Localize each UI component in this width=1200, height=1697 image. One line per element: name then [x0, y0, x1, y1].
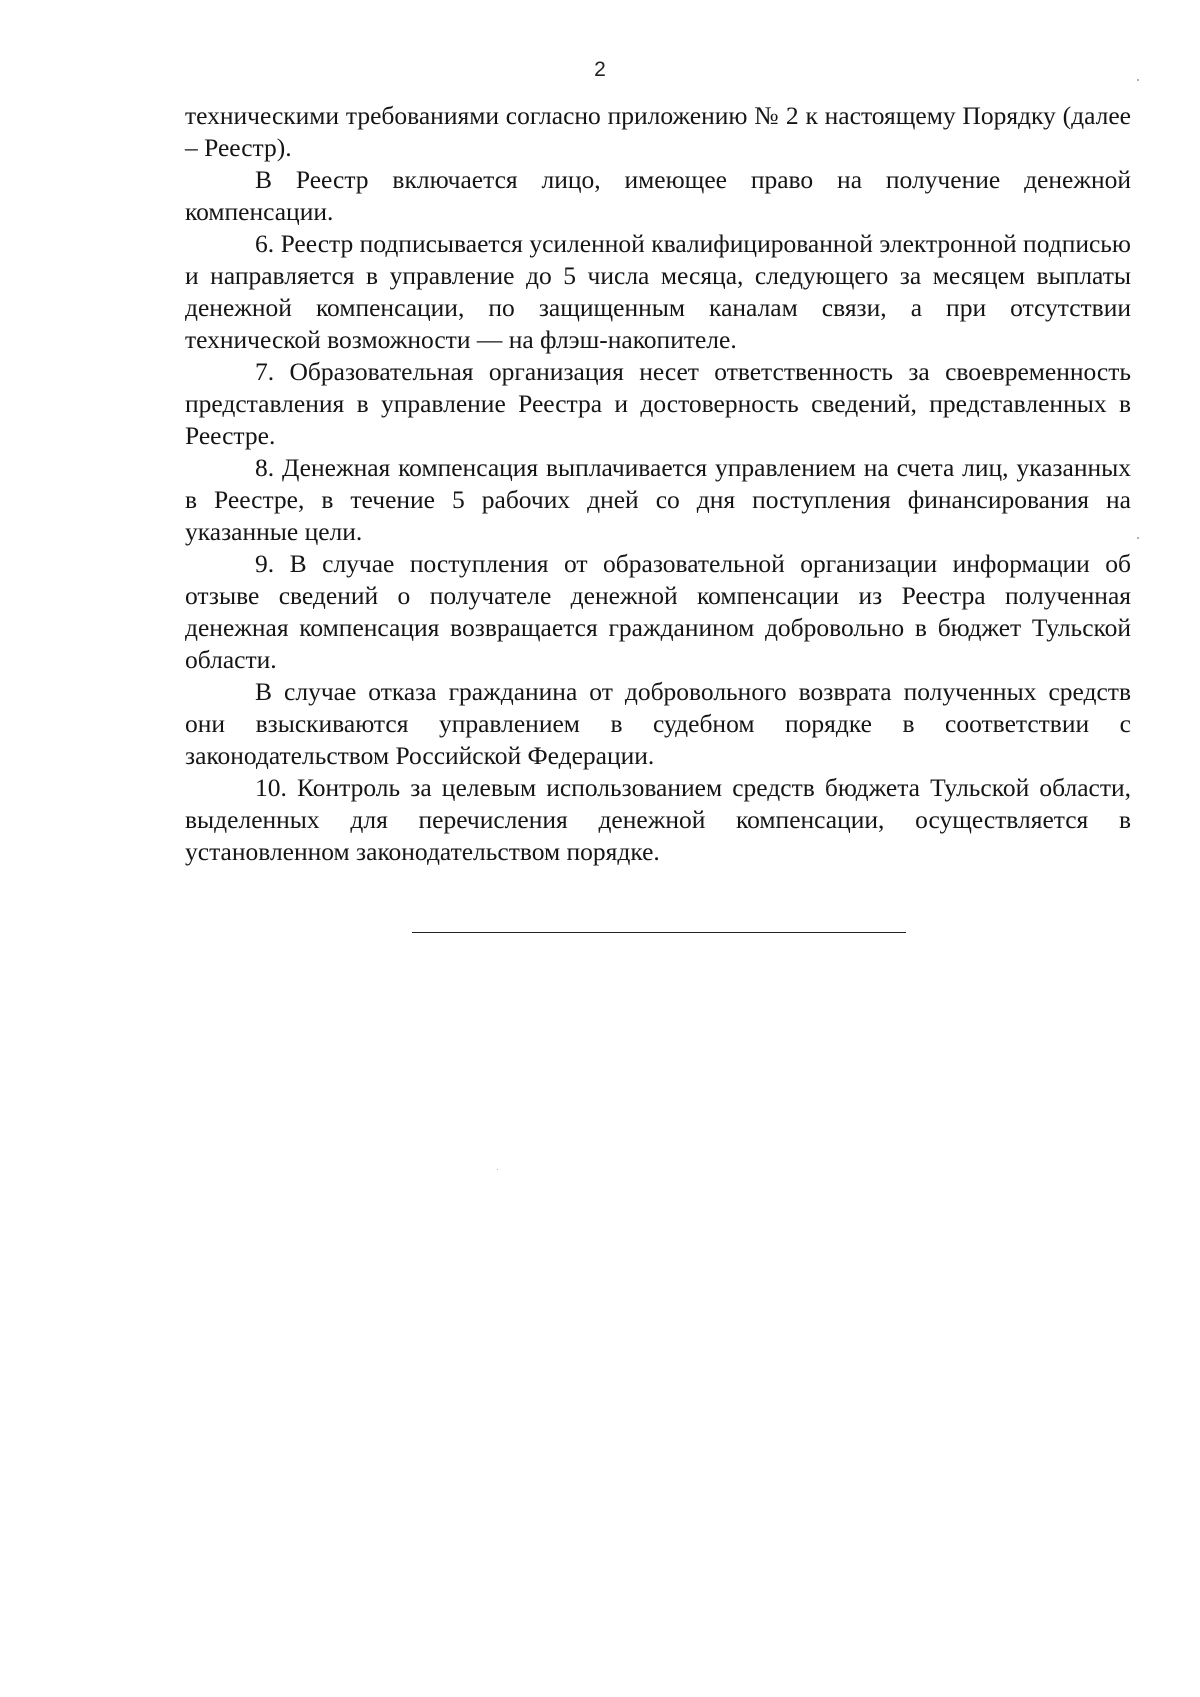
paragraph-continuation: техническими требованиями согласно приложению № 2 к настоящему Порядку (далее – Реестр).	[185, 101, 1131, 162]
end-separator-line	[412, 932, 906, 933]
paragraph-8: 8. Денежная компенсация выплачивается управлением на счета лиц, указанных в Реестре, в течение 5 рабочих дней со дня поступления финансирования на указанные цели.	[185, 453, 1131, 546]
paragraph-9: 9. В случае поступления от образовательной организации информации об отзыве сведений о получателе денежной компенсации из Реестра полученная денежная компенсация возвращается гражданином добровольно в бюджет Тульской области.	[185, 549, 1131, 674]
paragraph-registry-inclusion: В Реестр включается лицо, имеющее право на получение денежной компенсации.	[185, 165, 1131, 226]
document-body	[185, 100, 1131, 868]
scan-speck	[1137, 79, 1139, 81]
scan-speck	[497, 1169, 498, 1170]
paragraph-10: 10. Контроль за целевым использованием средств бюджета Тульской области, выделенных для перечисления денежной компенсации, осуществляется в установленном законодательством порядке.	[185, 773, 1131, 866]
paragraph-6: 6. Реестр подписывается усиленной квалифицированной электронной подписью и направляется в управление до 5 числа месяца, следующего за месяцем выплаты денежной компенсации, по защищенным каналам связи, а при отсутствии технической возможности — на флэш-накопителе.	[185, 229, 1131, 354]
paragraph-refusal: В случае отказа гражданина от добровольного возврата полученных средств они взыскиваются управлением в судебном порядке в соответствии с законодательством Российской Федерации.	[185, 677, 1131, 770]
paragraph-7: 7. Образовательная организация несет ответственность за своевременность представления в управление Реестра и достоверность сведений, представленных в Реестре.	[185, 357, 1131, 450]
page-number: 2	[594, 58, 606, 81]
scan-speck	[1137, 537, 1139, 539]
